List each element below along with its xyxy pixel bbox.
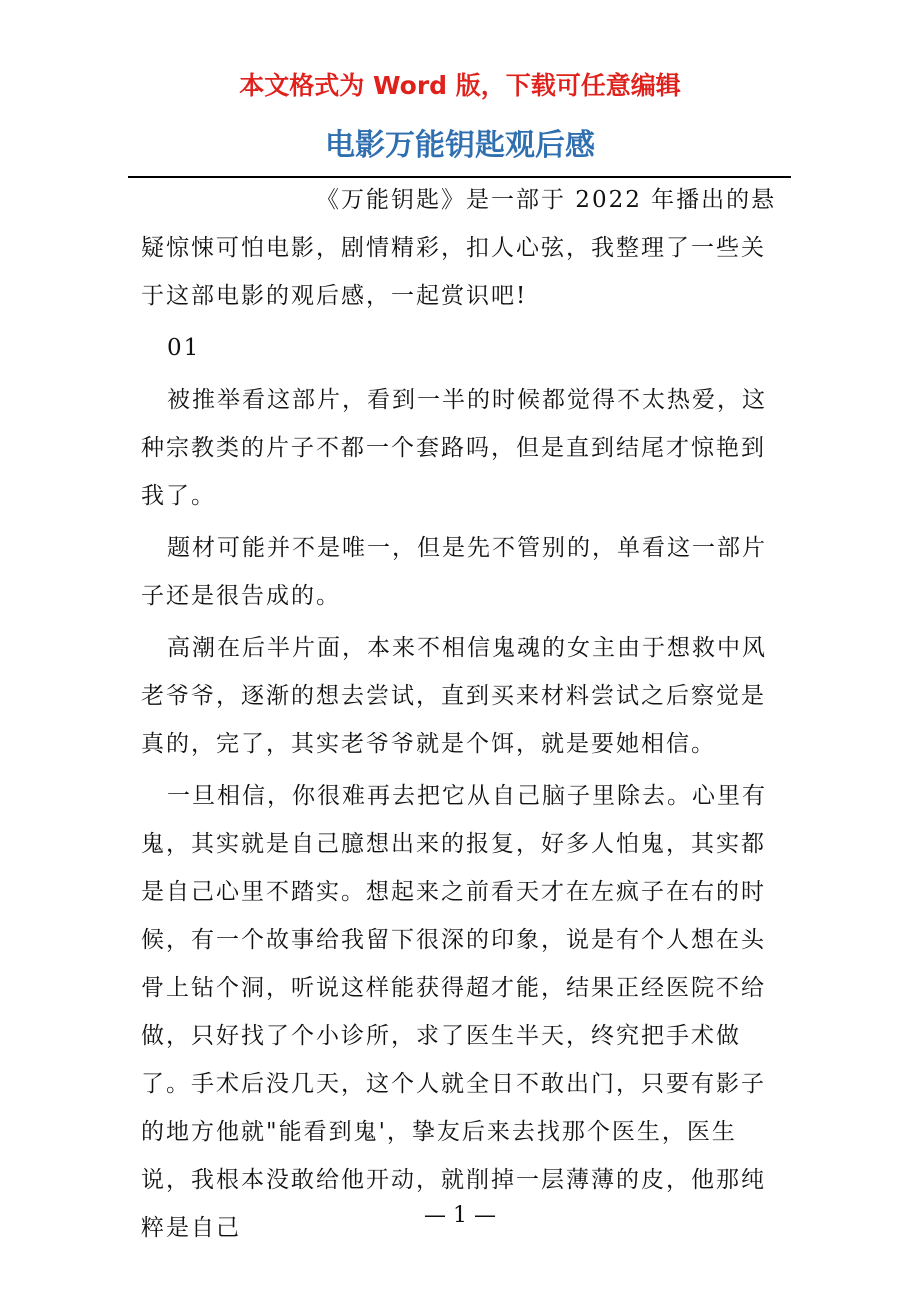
format-notice-banner: 本文格式为 Word 版，下载可任意编辑 — [239, 71, 681, 100]
document-body — [141, 176, 781, 1252]
section-number: 01 — [167, 335, 201, 361]
body-paragraph: 被推举看这部片，看到一半的时候都觉得不太热爱，这种宗教类的片子不都一个套路吗，但是直到结尾才惊艳到我了。 — [141, 387, 767, 509]
document-title: 电影万能钥匙观后感 — [325, 128, 595, 163]
body-paragraph: 题材可能并不是唯一，但是先不管别的，单看这一部片子还是很告成的。 — [141, 535, 767, 609]
body-paragraph: 高潮在后半片面，本来不相信鬼魂的女主由于想救中风老爷爷，逐渐的想去尝试，直到买来材料尝试之后察觉是真的，完了，其实老爷爷就是个饵，就是要她相信。 — [141, 635, 767, 757]
intro-paragraph: 《万能钥匙》是一部于 2022 年播出的悬疑惊悚可怕电影，剧情精彩，扣人心弦，我整理了一些关于这部电影的观后感，一起赏识吧! — [141, 187, 777, 309]
body-paragraph: 一旦相信，你很难再去把它从自己脑子里除去。心里有鬼，其实就是自己臆想出来的报复，好多人怕鬼，其实都是自己心里不踏实。想起来之前看天才在左疯子在右的时候，有一个故事给我留下很深的印象，说是有个人想在头骨上钻个洞，听说这样能获得超才能，结果正经医院不给做，只好找了个小诊所，求了医生半天，终究把手术做了。手术后没几天，这个人就全日不敢出门，只要有影子的地方他就"能看到鬼'，挚友后来去找那个医生，医生说，我根本没敢给他开动，就削掉一层薄薄的皮，他那纯粹是自己 — [141, 783, 767, 1241]
page-number: — 1 — — [424, 1203, 496, 1228]
